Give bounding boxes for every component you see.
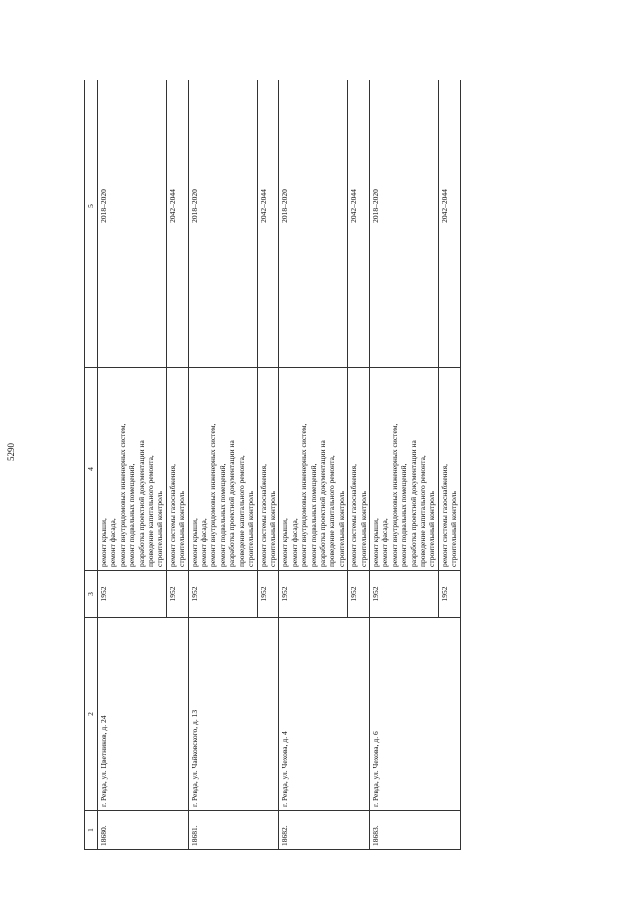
page-number <box>0 440 22 464</box>
build-year: 1952 <box>438 571 460 618</box>
build-year: 1952 <box>279 571 348 618</box>
work-list: ремонт системы газоснабжения, строительный контроль <box>438 368 460 571</box>
work-list: ремонт крыши, ремонт фасада, ремонт внутридомовых инженерных систем, ремонт подвальных помещений, разработка проектной документации на проведение капитального ремонта, строительный контроль <box>369 368 438 571</box>
period: 2018–2020 <box>98 80 167 368</box>
row-address: г. Ревда, ул. Чехова, д. 4 <box>279 618 370 811</box>
build-year: 1952 <box>98 571 167 618</box>
table-row <box>369 80 438 850</box>
build-year: 1952 <box>348 571 370 618</box>
period: 2018–2020 <box>279 80 348 368</box>
repair-schedule-table <box>84 80 461 850</box>
period: 2042–2044 <box>166 80 188 368</box>
period: 2018–2020 <box>188 80 257 368</box>
build-year: 1952 <box>257 571 279 618</box>
build-year: 1952 <box>166 571 188 618</box>
build-year: 1952 <box>188 571 257 618</box>
table-row <box>279 80 348 850</box>
row-number: 18683. <box>369 811 460 850</box>
period: 2042–2044 <box>257 80 279 368</box>
row-address: г. Ревда, ул. Чехова, д. 6 <box>369 618 460 811</box>
work-list: ремонт системы газоснабжения, строительный контроль <box>257 368 279 571</box>
rotated-table-area <box>84 80 554 850</box>
work-list: ремонт системы газоснабжения, строительный контроль <box>348 368 370 571</box>
table-row <box>98 80 167 850</box>
row-address: г. Ревда, ул. Чайковского, д. 13 <box>188 618 279 811</box>
work-list: ремонт системы газоснабжения, строительный контроль <box>166 368 188 571</box>
column-header-5: 5 <box>85 80 98 368</box>
column-header-1: 1 <box>85 811 98 850</box>
row-number: 18680. <box>98 811 189 850</box>
row-address: г. Ревда, ул. Цветников, д. 24 <box>98 618 189 811</box>
build-year: 1952 <box>369 571 438 618</box>
work-list: ремонт крыши, ремонт фасада, ремонт внутридомовых инженерных систем, ремонт подвальных помещений, разработка проектной документации на проведение капитального ремонта, строительный контроль <box>279 368 348 571</box>
period: 2042–2044 <box>348 80 370 368</box>
work-list: ремонт крыши, ремонт фасада, ремонт внутридомовых инженерных систем, ремонт подвальных помещений, разработка проектной документации на проведение капитального ремонта, строительный контроль <box>188 368 257 571</box>
column-header-4: 4 <box>85 368 98 571</box>
work-list: ремонт крыши, ремонт фасада, ремонт внутридомовых инженерных систем, ремонт подвальных помещений, разработка проектной документации на проведение капитального ремонта, строительный контроль <box>98 368 167 571</box>
row-number: 18681. <box>188 811 279 850</box>
column-header-2: 2 <box>85 618 98 811</box>
column-header-3: 3 <box>85 571 98 618</box>
page-number-text: 5290 <box>6 443 16 461</box>
row-number: 18682. <box>279 811 370 850</box>
column-number-row <box>85 80 98 850</box>
table-row <box>188 80 257 850</box>
table-content <box>84 80 554 850</box>
period: 2018–2020 <box>369 80 438 368</box>
period: 2042–2044 <box>438 80 460 368</box>
